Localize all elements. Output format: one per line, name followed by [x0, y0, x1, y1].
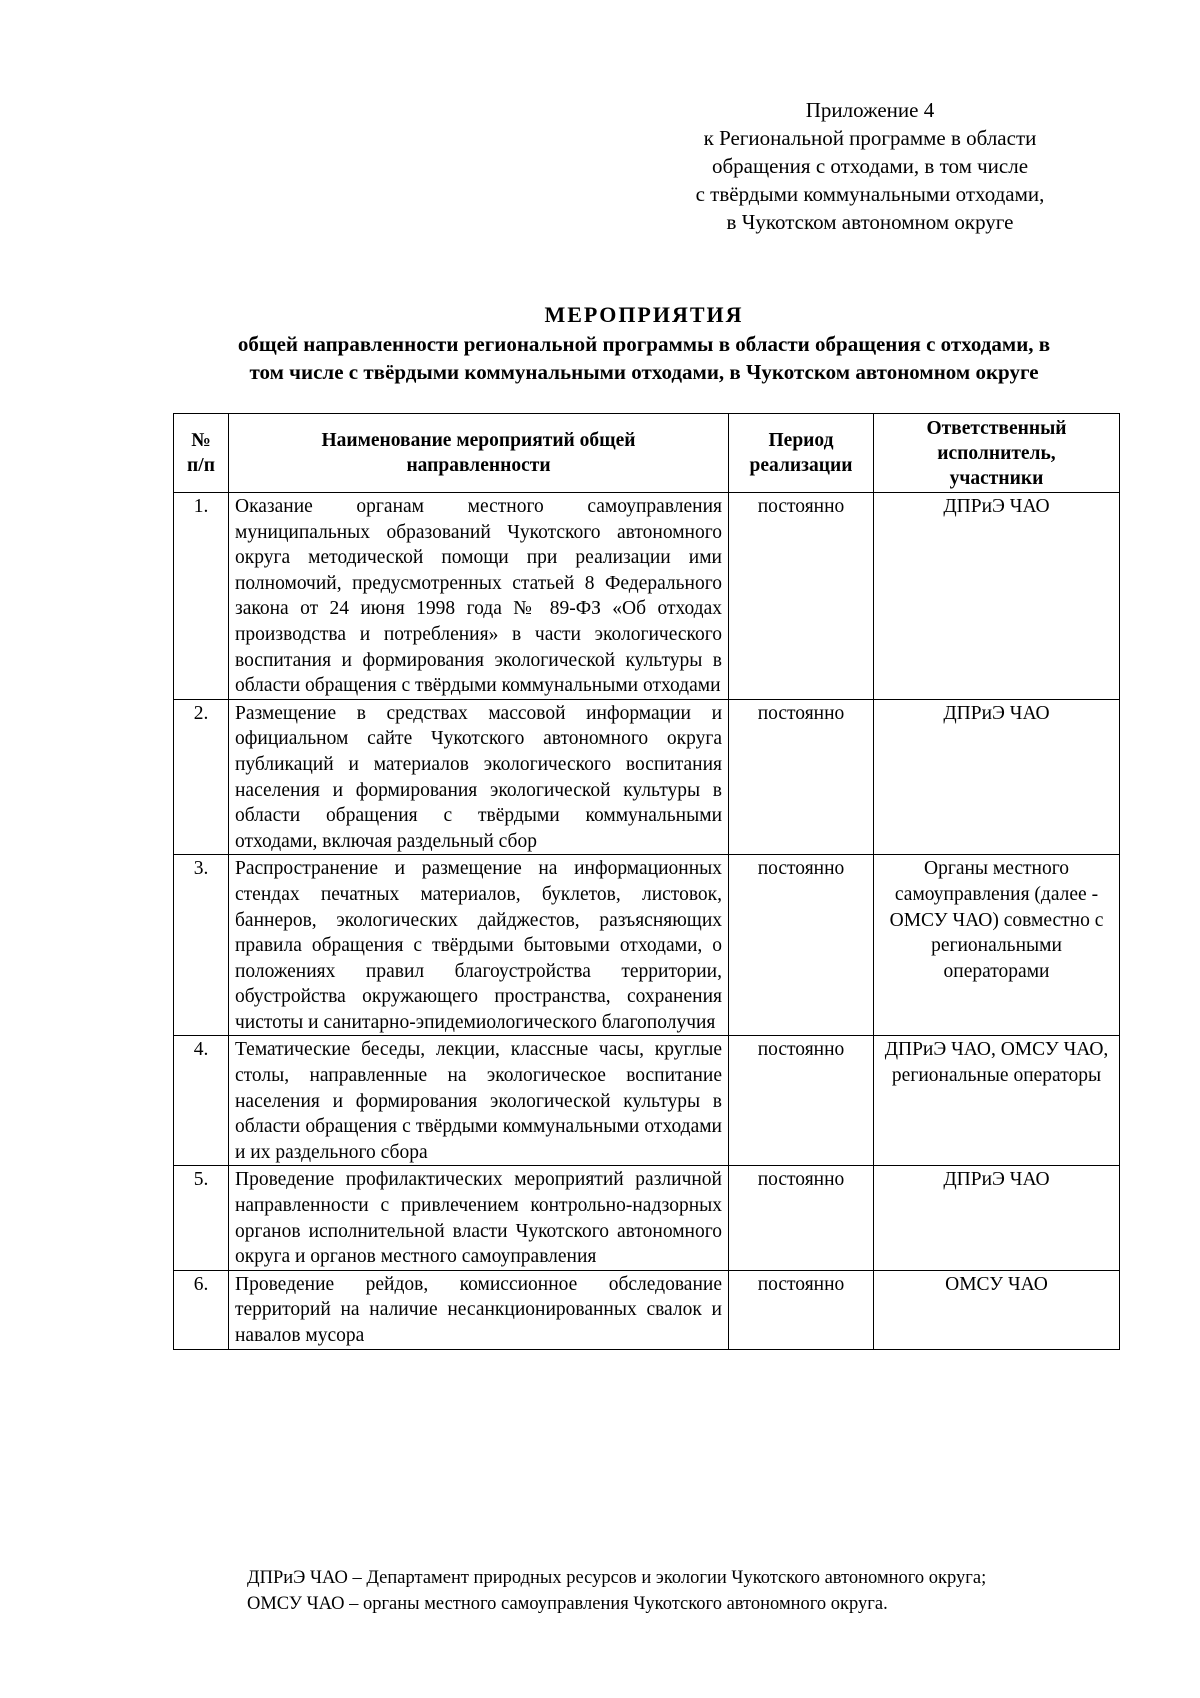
- appendix-line: с твёрдыми коммунальными отходами,: [695, 182, 1045, 206]
- header-name: [229, 414, 729, 493]
- row-responsible: ДПРиЭ ЧАО, ОМСУ ЧАО, региональные операторы: [874, 1036, 1120, 1166]
- appendix-line: в Чукотском автономном округе: [726, 210, 1014, 234]
- row-responsible: ДПРиЭ ЧАО: [874, 1166, 1120, 1270]
- header-period-line: реализации: [749, 455, 853, 476]
- row-num: 6.: [174, 1270, 229, 1349]
- row-name: Тематические беседы, лекции, классные часы, круглые столы, направленные на экологическое воспитание населения и формирования экологической культуры в области обращения с твёрдыми коммунальными отходами и их раздельного сбора: [229, 1036, 729, 1166]
- title-subtitle-line: том числе с твёрдыми коммунальными отходами, в Чукотском автономном округе: [249, 360, 1039, 384]
- table-row: [174, 1036, 1120, 1166]
- header-num-line: п/п: [187, 455, 215, 476]
- row-name: Проведение профилактических мероприятий различной направленности с привлечением контрольно-надзорных органов исполнительной власти Чукотского автономного округа и органов местного самоуправления: [229, 1166, 729, 1270]
- row-responsible: ДПРиЭ ЧАО: [874, 699, 1120, 855]
- row-period: постоянно: [729, 1166, 874, 1270]
- row-name: Проведение рейдов, комиссионное обследование территорий на наличие несанкционированных свалок и навалов мусора: [229, 1270, 729, 1349]
- header-period-line: Период: [768, 430, 834, 451]
- row-num: 5.: [174, 1166, 229, 1270]
- table-row: [174, 493, 1120, 700]
- header-responsible-line: исполнитель,: [937, 442, 1056, 464]
- header-responsible: [874, 414, 1120, 493]
- header-name-line: Наименование мероприятий общей: [321, 430, 636, 451]
- table-row: [174, 1166, 1120, 1270]
- appendix-line: обращения с отходами, в том числе: [711, 154, 1029, 178]
- header-num-line: №: [191, 430, 211, 451]
- row-name: Распространение и размещение на информационных стендах печатных материалов, буклетов, листовок, баннеров, экологических дайджестов, разъясняющих правила обращения с твёрдыми бытовыми отходами, о положениях правил благоустройства территории, обустройства окружающего пространства, сохранения чистоты и санитарно-эпидемиологического благополучия: [229, 855, 729, 1036]
- row-period: постоянно: [729, 1270, 874, 1349]
- title-subtitle-line: общей направленности региональной программы в области обращения с отходами, в: [237, 332, 1051, 356]
- row-period: постоянно: [729, 699, 874, 855]
- footnotes: [247, 1565, 1127, 1617]
- title-main: МЕРОПРИЯТИЯ: [544, 302, 744, 327]
- row-num: 3.: [174, 855, 229, 1036]
- appendix-note: [640, 96, 1100, 236]
- row-period: постоянно: [729, 493, 874, 700]
- header-responsible-line: Ответственный: [926, 417, 1067, 439]
- row-num: 2.: [174, 699, 229, 855]
- row-responsible: ДПРиЭ ЧАО: [874, 493, 1120, 700]
- row-period: постоянно: [729, 1036, 874, 1166]
- footnote-line: ОМСУ ЧАО – органы местного самоуправления Чукотского автономного округа.: [247, 1594, 888, 1614]
- row-num: 1.: [174, 493, 229, 700]
- events-table: [173, 413, 1120, 1350]
- document-title: [170, 300, 1118, 386]
- header-period: [729, 414, 874, 493]
- header-responsible-line: участники: [949, 467, 1044, 489]
- table-row: [174, 855, 1120, 1036]
- row-period: постоянно: [729, 855, 874, 1036]
- table-header-row: [174, 414, 1120, 493]
- row-num: 4.: [174, 1036, 229, 1166]
- appendix-line: к Региональной программе в области: [703, 126, 1037, 150]
- row-responsible: Органы местного самоуправления (далее - ОМСУ ЧАО) совместно с региональными операторами: [874, 855, 1120, 1036]
- header-name-line: направленности: [406, 455, 551, 476]
- row-name: Размещение в средствах массовой информации и официальном сайте Чукотского автономного округа публикаций и материалов экологического воспитания населения и формирования экологической культуры в области обращения с твёрдыми коммунальными отходами, включая раздельный сбор: [229, 699, 729, 855]
- row-name: Оказание органам местного самоуправления муниципальных образований Чукотского автономного округа методической помощи при реализации ими полномочий, предусмотренных статьей 8 Федерального закона от 24 июня 1998 года № 89-ФЗ «Об отходах производства и потребления» в части экологического воспитания и формирования экологической культуры в области обращения с твёрдыми коммунальными отходами: [229, 493, 729, 700]
- title-subtitle: [170, 330, 1118, 386]
- appendix-line: Приложение 4: [805, 98, 935, 122]
- table-row: [174, 1270, 1120, 1349]
- footnote-line: ДПРиЭ ЧАО – Департамент природных ресурсов и экологии Чукотского автономного округа;: [247, 1568, 987, 1588]
- row-responsible: ОМСУ ЧАО: [874, 1270, 1120, 1349]
- table-row: [174, 699, 1120, 855]
- header-num: [174, 414, 229, 493]
